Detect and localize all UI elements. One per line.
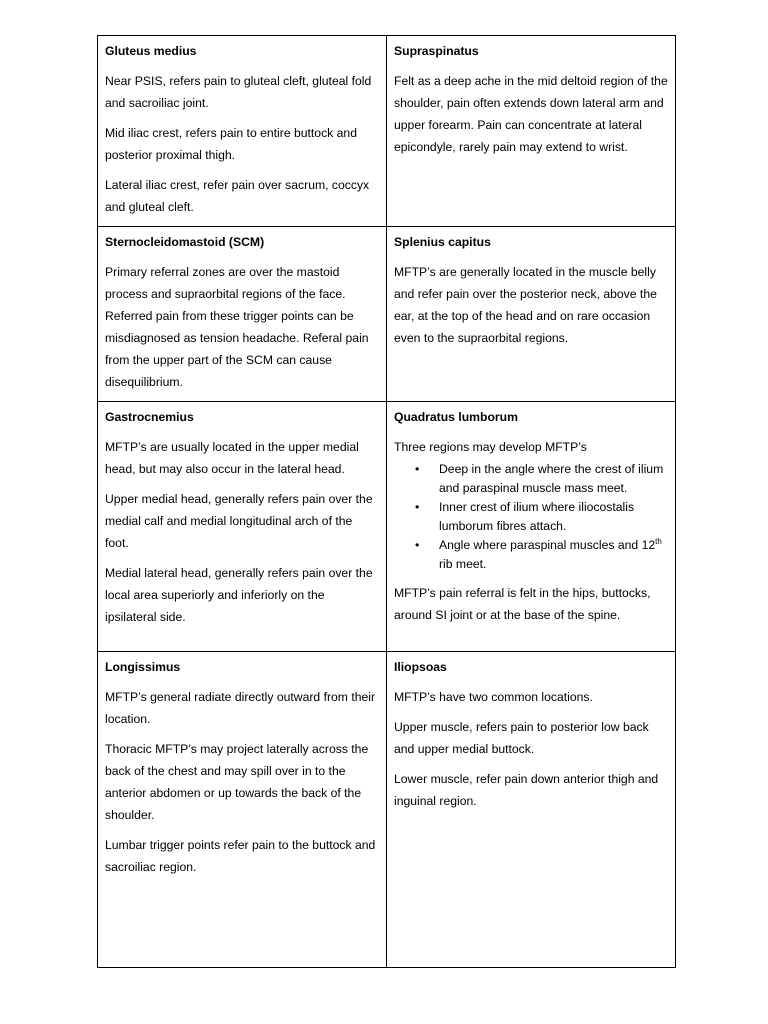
table-row [98, 36, 676, 227]
table-cell-sternocleidomastoid [98, 227, 387, 402]
table-row [98, 652, 676, 968]
cell-heading: Splenius capitus [394, 235, 491, 249]
cell-heading: Sternocleidomastoid (SCM) [105, 235, 265, 249]
cell-paragraph: Near PSIS, refers pain to gluteal cleft, gluteal fold and sacroiliac joint. [105, 74, 372, 110]
bullet-icon: • [415, 500, 420, 514]
cell-paragraph: Thoracic MFTP’s may project laterally across the back of the chest and may spill over in to the anterior abdomen or up towards the back of the shoulder. [105, 742, 369, 822]
cell-paragraph: Upper muscle, refers pain to posterior low back and upper medial buttock. [394, 720, 649, 756]
table-cell-quadratus-lumborum [387, 402, 676, 652]
cell-paragraph: Lateral iliac crest, refer pain over sacrum, coccyx and gluteal cleft. [105, 178, 370, 214]
cell-paragraph: Upper medial head, generally refers pain over the medial calf and medial longitudinal arch of the foot. [105, 492, 373, 550]
cell-paragraph: Felt as a deep ache in the mid deltoid region of the shoulder, pain often extends down lateral arm and upper forearm. Pain can concentrate at lateral epicondyle, rarely pain may extend to wrist. [394, 74, 668, 154]
cell-paragraph: Mid iliac crest, refers pain to entire buttock and posterior proximal thigh. [105, 126, 357, 162]
bullet-list [394, 460, 668, 574]
cell-paragraph: Lumbar trigger points refer pain to the buttock and sacroiliac region. [105, 838, 376, 874]
table-cell-splenius-capitus [387, 227, 676, 402]
cell-heading: Gastrocnemius [105, 410, 194, 424]
cell-heading: Iliopsoas [394, 660, 447, 674]
table-row [98, 402, 676, 652]
table-cell-supraspinatus [387, 36, 676, 227]
list-item-text: Deep in the angle where the crest of ilium and paraspinal muscle mass meet. [439, 462, 664, 495]
table-row [98, 227, 676, 402]
list-item-text: Angle where paraspinal muscles and 12 [439, 538, 656, 552]
cell-paragraph: MFTP’s are generally located in the muscle belly and refer pain over the posterior neck, above the ear, at the top of the head and on rare occasion even to the supraorbital regions. [394, 265, 657, 345]
cell-paragraph: Lower muscle, refer pain down anterior thigh and inguinal region. [394, 772, 659, 808]
bullet-icon: • [415, 538, 420, 552]
cell-paragraph: Medial lateral head, generally refers pain over the local area superiorly and inferiorly on the ipsilateral side. [105, 566, 373, 624]
table-cell-gluteus-medius [98, 36, 387, 227]
cell-paragraph: MFTP’s general radiate directly outward from their location. [105, 690, 376, 726]
table-cell-gastrocnemius [98, 402, 387, 652]
cell-heading: Supraspinatus [394, 44, 479, 58]
list-item [415, 460, 668, 498]
list-item [415, 536, 668, 574]
trigger-point-table [97, 35, 676, 968]
cell-paragraph: Primary referral zones are over the mastoid process and supraorbital regions of the face. Referred pain from these trigger points can be misdiagnosed as tension headache. Referal pain from the upper part of the SCM can cause disequilibrium. [105, 265, 369, 389]
cell-heading: Gluteus medius [105, 44, 197, 58]
table-cell-iliopsoas [387, 652, 676, 968]
table-cell-longissimus [98, 652, 387, 968]
list-item-text: Inner crest of ilium where iliocostalis lumborum fibres attach. [439, 500, 635, 533]
cell-paragraph: MFTP’s are usually located in the upper medial head, but may also occur in the lateral head. [105, 440, 359, 476]
cell-paragraph: MFTP’s have two common locations. [394, 690, 593, 704]
cell-paragraph: MFTP’s pain referral is felt in the hips, buttocks, around SI joint or at the base of the spine. [394, 586, 651, 622]
cell-heading: Longissimus [105, 660, 181, 674]
cell-heading: Quadratus lumborum [394, 410, 518, 424]
superscript-ordinal: th [655, 536, 662, 546]
list-item [415, 498, 668, 536]
bullet-icon: • [415, 462, 420, 476]
cell-paragraph: Three regions may develop MFTP’s [394, 440, 587, 454]
list-item-text: rib meet. [439, 557, 487, 571]
